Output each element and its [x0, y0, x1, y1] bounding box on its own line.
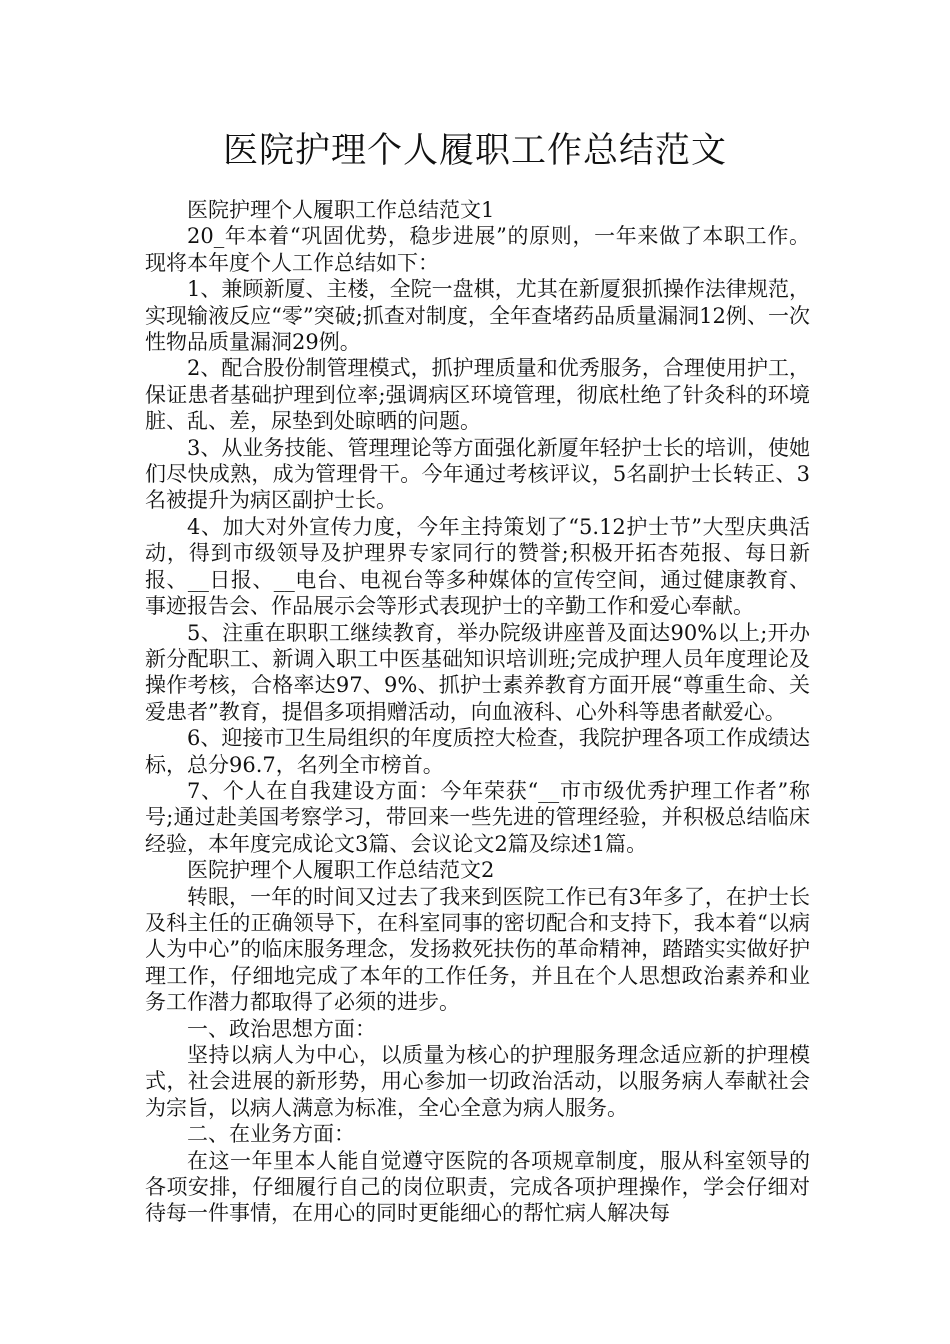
paragraph-intro: 20_年本着“巩固优势，稳步进展”的原则，一年来做了本职工作。现将本年度个人工作总结如下： [145, 224, 810, 275]
paragraph-item-1: 1、兼顾新厦、主楼，全院一盘棋，尤其在新厦狠抓操作法律规范，实现输液反应“零”突破;抓查对制度，全年查堵药品质量漏洞12例、一次性物品质量漏洞29例。 [145, 277, 810, 355]
document-title: 医院护理个人履职工作总结范文 [222, 131, 727, 171]
paragraph-political: 坚持以病人为中心，以质量为核心的护理服务理念适应新的护理模式，社会进展的新形势，用心参加一切政治活动，以服务病人奉献社会为宗旨，以病人满意为标准，全心全意为病人服务。 [145, 1043, 810, 1120]
paragraph-business: 在这一年里本人能自觉遵守医院的各项规章制度，服从科室领导的各项安排，仔细履行自己的岗位职责，完成各项护理操作，学会仔细对待每一件事情，在用心的同时更能细心的帮忙病人解决每 [145, 1148, 810, 1226]
section-heading-2: 医院护理个人履职工作总结范文2 [187, 858, 495, 883]
subheading-business: 二、在业务方面： [187, 1122, 355, 1147]
paragraph-item-5: 5、注重在职职工继续教育，举办院级讲座普及面达90%以上;开办新分配职工、新调入职工中医基础知识培训班;完成护理人员年度理论及操作考核，合格率达97、9%、抓护士素养教育方面开展“尊重生命、关爱患者”教育，提倡多项捐赠活动，向血液科、心外科等患者献爱心。 [145, 620, 810, 724]
paragraph-item-6: 6、迎接市卫生局组织的年度质控大检查，我院护理各项工作成绩达标，总分96.7，名列全市榜首。 [145, 726, 810, 777]
section-heading-1: 医院护理个人履职工作总结范文1 [187, 198, 495, 222]
paragraph-item-4: 4、加大对外宣传力度，今年主持策划了“5.12护士节”大型庆典活动，得到市级领导及护理界专家同行的赞誉;积极开拓杏苑报、每日新报、__日报、__电台、电视台等多种媒体的宣传空间，通过健康教育、事迹报告会、作品展示会等形式表现护士的辛勤工作和爱心奉献。 [145, 514, 810, 619]
paragraph-item-3: 3、从业务技能、管理理论等方面强化新厦年轻护士长的培训，使她们尽快成熟，成为管理骨干。今年通过考核评议，5名副护士长转正、3名被提升为病区副护士长。 [145, 435, 810, 513]
document-body [145, 197, 810, 1227]
paragraph-item-7: 7、个人在自我建设方面：今年荣获“__市市级优秀护理工作者”称号;通过赴美国考察学习，带回来一些先进的管理经验，并积极总结临床经验，本年度完成论文3篇、会议论文2篇及综述1篇。 [145, 778, 810, 856]
paragraph-intro-2: 转眼，一年的时间又过去了我来到医院工作已有3年多了，在护士长及科主任的正确领导下，在科室同事的密切配合和支持下，我本着“以病人为中心”的临床服务理念，发扬救死扶伤的革命精神，踏踏实实做好护理工作，仔细地完成了本年的工作任务，并且在个人思想政治素养和业务工作潜力都取得了必须的进步。 [145, 884, 810, 1015]
paragraph-item-2: 2、配合股份制管理模式，抓护理质量和优秀服务，合理使用护工，保证患者基础护理到位率;强调病区环境管理，彻底杜绝了针灸科的环境脏、乱、差，尿垫到处晾晒的问题。 [145, 356, 810, 434]
subheading-political: 一、政治思想方面： [187, 1016, 376, 1041]
